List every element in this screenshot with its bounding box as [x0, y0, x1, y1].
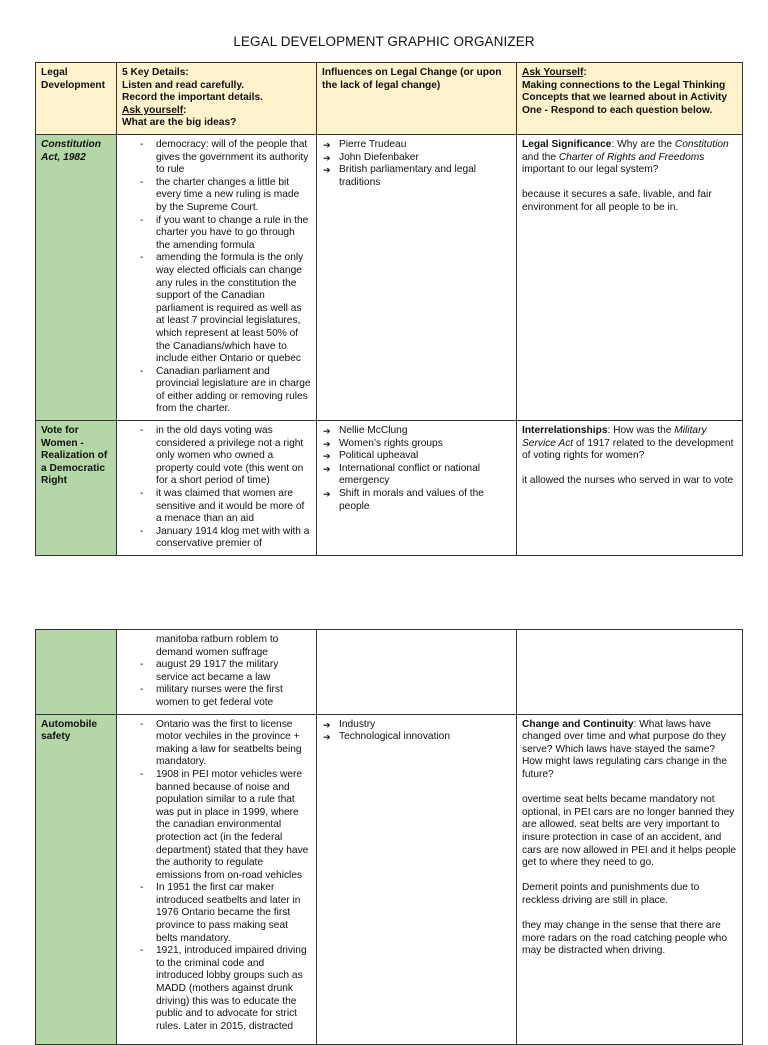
list-item: ➔ Pierre Trudeau — [322, 139, 511, 152]
list-item: - if you want to change a rule in the charter you have to go through the amending formula — [122, 215, 311, 253]
list-item: - 1908 in PEI motor vehicles were banned because of noise and population similar to a rule that was put in place in 1999, where the canadian environmental protection act (in the federal department) stated that they have the authority to regulate emissions from on-road vehicles — [122, 769, 311, 882]
header-influences: Influences on Legal Change (or upon the lack of legal change) — [317, 63, 517, 135]
answer-text: they may change in the sense that there are more radars on the road catching people who may be distracted when driving. — [522, 920, 728, 957]
question-text: Interrelationships: How was the Military Service Act of 1917 related to the development of voting rights for women? — [522, 425, 734, 462]
page-title: LEGAL DEVELOPMENT GRAPHIC ORGANIZER — [233, 34, 535, 49]
row-label: Constitution Act, 1982 — [36, 135, 117, 421]
header-row — [36, 63, 743, 135]
key-details-cell — [117, 630, 317, 715]
list-item: ➔ Nellie McClung — [322, 425, 511, 438]
question-text: Change and Continuity: What laws have changed over time and what purpose do they serve? Which laws have stayed the same? How might laws regulating cars change in the future? — [522, 718, 727, 780]
list-item: ➔ Political upheaval — [322, 450, 511, 463]
row-vote-continuation — [36, 630, 743, 715]
list-item: - January 1914 klog met with with a conservative premier of — [122, 526, 311, 551]
list-item: ➔ John Diefenbaker — [322, 152, 511, 165]
row-automobile-safety — [36, 714, 743, 1044]
list-item: ➔ Women’s rights groups — [322, 438, 511, 451]
list-item: - Ontario was the first to license motor vechiles in the province + making a law for seatbelts being mandatory. — [122, 719, 311, 769]
header-legal-development: Legal Development — [36, 63, 117, 135]
row-constitution-act — [36, 135, 743, 421]
ask-yourself-cell — [517, 714, 743, 1044]
list-item: - amending the formula is the only way elected officials can change any rules in the constitution the support of the Canadian parliament is required as well as at least 7 provincial legislatures, which represent at least 50% of the Canadians/which have to include either Ontario or quebec — [122, 252, 311, 365]
influences-cell — [317, 630, 517, 715]
answer-text: because it secures a safe, livable, and fair environment for all people to be in. — [522, 189, 712, 213]
influences-cell — [317, 421, 517, 556]
list-item: - in the old days voting was considered a privilege not a right only women who owned a property could vote (this went on for a short period of time) — [122, 425, 311, 488]
list-item: - august 29 1917 the military service act became a law — [122, 659, 311, 684]
answer-text: it allowed the nurses who served in war to vote — [522, 475, 734, 487]
list-item: - In 1951 the first car maker introduced seatbelts and later in 1976 Ontario became the first province to pass making seat belts mandatory. — [122, 882, 311, 945]
row-label: Vote for Women - Realization of a Democratic Right — [36, 421, 117, 556]
organizer-table-page-2 — [35, 629, 743, 1045]
list-item: ➔ Shift in morals and values of the people — [322, 488, 511, 513]
influences-cell — [317, 135, 517, 421]
answer-text: overtime seat belts became mandatory not optional, in PEI cars are no longer banned they are allowed. seat belts are very important to insure protection in case of an accident, and cars are now allowed in PEI and it helps people get to where they need to go. — [522, 794, 737, 869]
question-text: Legal Significance: Why are the Constitution and the Charter of Rights and Freedoms important to our legal system? — [522, 139, 729, 176]
list-item: - the charter changes a little bit every time a new ruling is made by the Supreme Court. — [122, 177, 311, 215]
header-key-details: 5 Key Details: Listen and read carefully. Record the important details. Ask yourself: What are the big ideas? — [117, 63, 317, 135]
key-details-cell — [117, 135, 317, 421]
header-ask-yourself: Ask Yourself: Making connections to the Legal Thinking Concepts that we learned about in Activity One - Respond to each question below. — [517, 63, 743, 135]
list-item: - Canadian parliament and provincial legislature are in charge of either adding or removing rules from the charter. — [122, 366, 311, 416]
list-item: - 1921, introduced impaired driving to the criminal code and introduced lobby groups such as MADD (mothers against drunk driving) this was to educate the public and to advocate for strict rules. Later in 2015, distracted — [122, 945, 311, 1033]
row-label: Automobile safety — [36, 714, 117, 1044]
key-details-cell — [117, 714, 317, 1044]
key-details-cell — [117, 421, 317, 556]
row-vote-for-women — [36, 421, 743, 556]
list-item: - democracy: will of the people that gives the government its authority to rule — [122, 139, 311, 177]
influences-cell — [317, 714, 517, 1044]
list-item: ➔ Technological innovation — [322, 731, 511, 744]
continued-text: manitoba ratburn roblem to demand women suffrage — [156, 634, 279, 658]
ask-yourself-cell — [517, 421, 743, 556]
list-item: ➔ British parliamentary and legal traditions — [322, 164, 511, 189]
list-item: ➔ International conflict or national emergency — [322, 463, 511, 488]
ask-yourself-cell — [517, 135, 743, 421]
answer-text: Demerit points and punishments due to reckless driving are still in place. — [522, 882, 700, 906]
row-label — [36, 630, 117, 715]
ask-yourself-cell — [517, 630, 743, 715]
list-item: ➔ Industry — [322, 719, 511, 732]
organizer-table-page-1 — [35, 62, 743, 556]
list-item: - it was claimed that women are sensitive and it would be more of a menace than an aid — [122, 488, 311, 526]
list-item: - military nurses were the first women to get federal vote — [122, 684, 311, 709]
